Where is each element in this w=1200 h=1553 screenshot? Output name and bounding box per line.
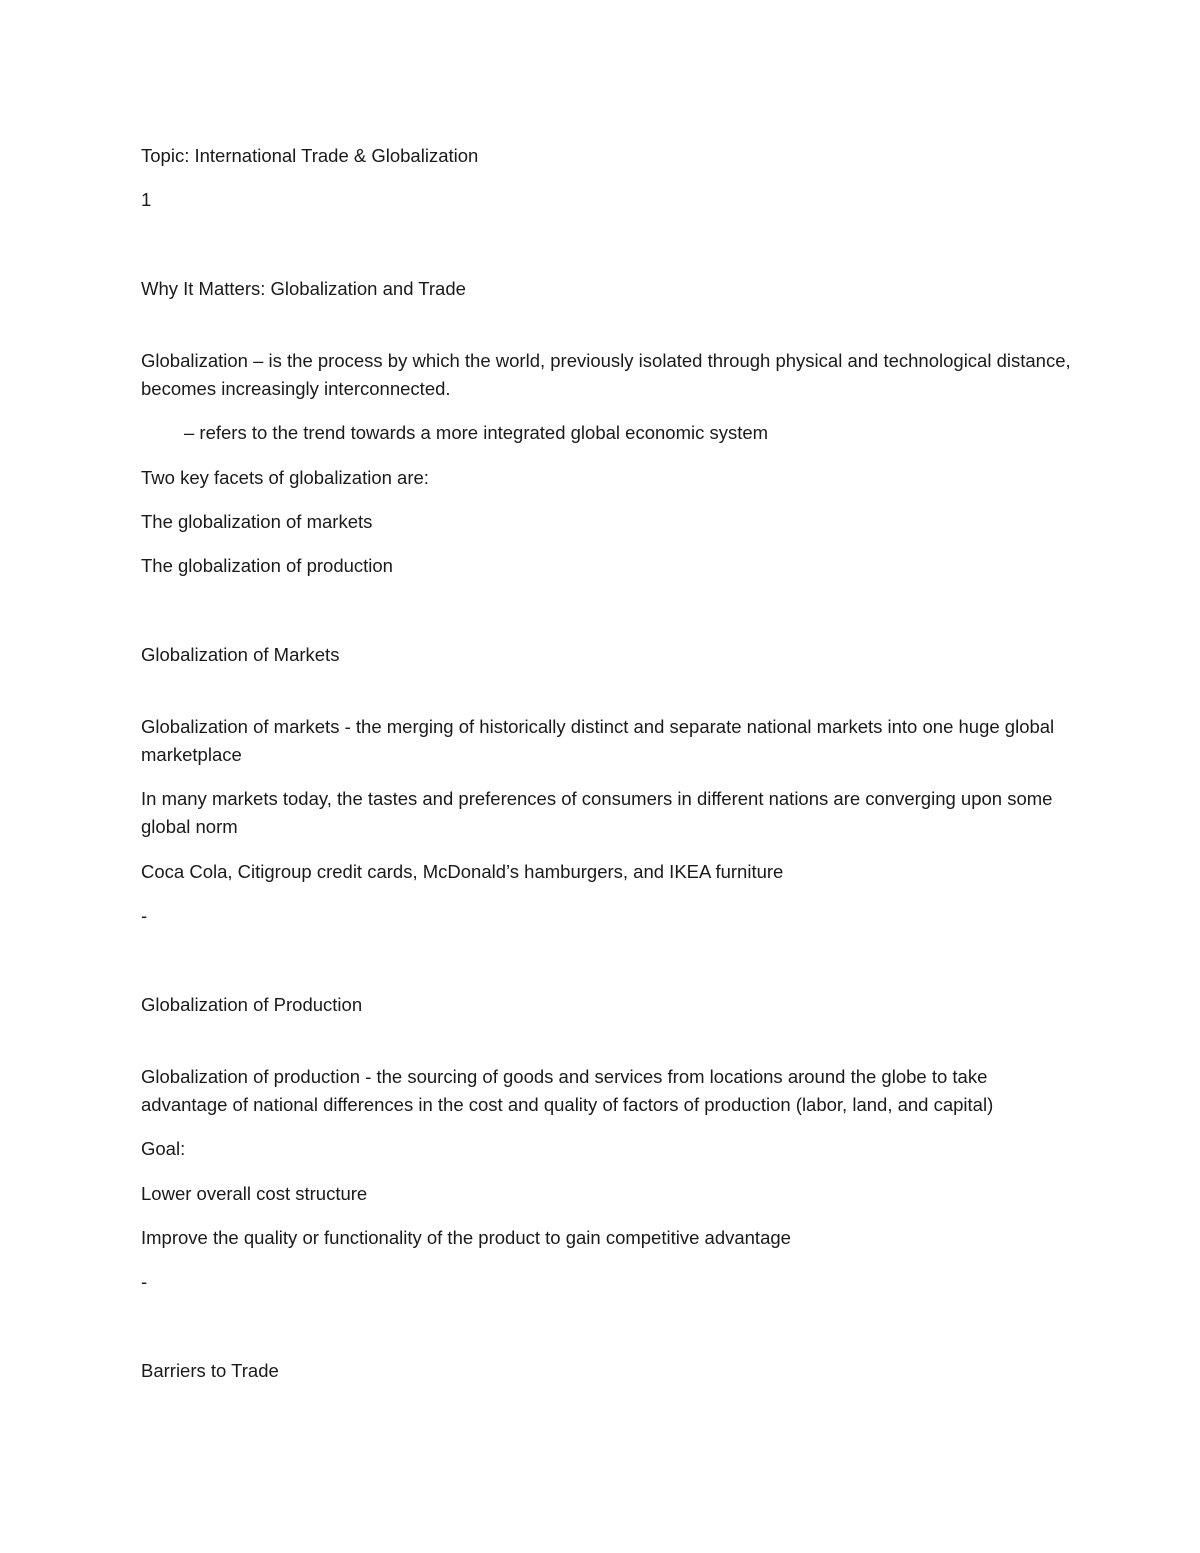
production-definition: Globalization of production - the sourcing of goods and services from locations around the globe to take advantage of national differences in the cost and quality of factors of production (labor, land, and capital) (141, 1066, 994, 1115)
facets-intro: Two key facets of globalization are: (141, 467, 429, 488)
globalization-definition: Globalization – is the process by which the world, previously isolated through physical and technological distance, becomes increasingly interconnected. (141, 350, 1071, 399)
markets-examples: Coca Cola, Citigroup credit cards, McDonald’s hamburgers, and IKEA furniture (141, 861, 784, 882)
section-heading-markets: Globalization of Markets (141, 644, 340, 665)
goal-lower-cost: Lower overall cost structure (141, 1183, 368, 1204)
globalization-sub-definition: – refers to the trend towards a more integrated global economic system (184, 422, 769, 443)
facet-markets: The globalization of markets (141, 511, 373, 532)
page-number: 1 (141, 189, 152, 210)
goal-label: Goal: (141, 1138, 186, 1159)
section-heading-why-it-matters: Why It Matters: Globalization and Trade (141, 278, 466, 299)
section-heading-barriers: Barriers to Trade (141, 1360, 279, 1381)
production-dash: - (141, 1271, 148, 1292)
section-heading-production: Globalization of Production (141, 994, 363, 1015)
topic-title: Topic: International Trade & Globalization (141, 145, 479, 166)
markets-dash: - (141, 905, 148, 926)
markets-paragraph: In many markets today, the tastes and preferences of consumers in different nations are converging upon some global norm (141, 788, 1053, 837)
goal-improve-quality: Improve the quality or functionality of the product to gain competitive advantage (141, 1227, 791, 1248)
facet-production: The globalization of production (141, 555, 393, 576)
markets-definition: Globalization of markets - the merging of historically distinct and separate national markets into one huge global marketplace (141, 716, 1055, 765)
